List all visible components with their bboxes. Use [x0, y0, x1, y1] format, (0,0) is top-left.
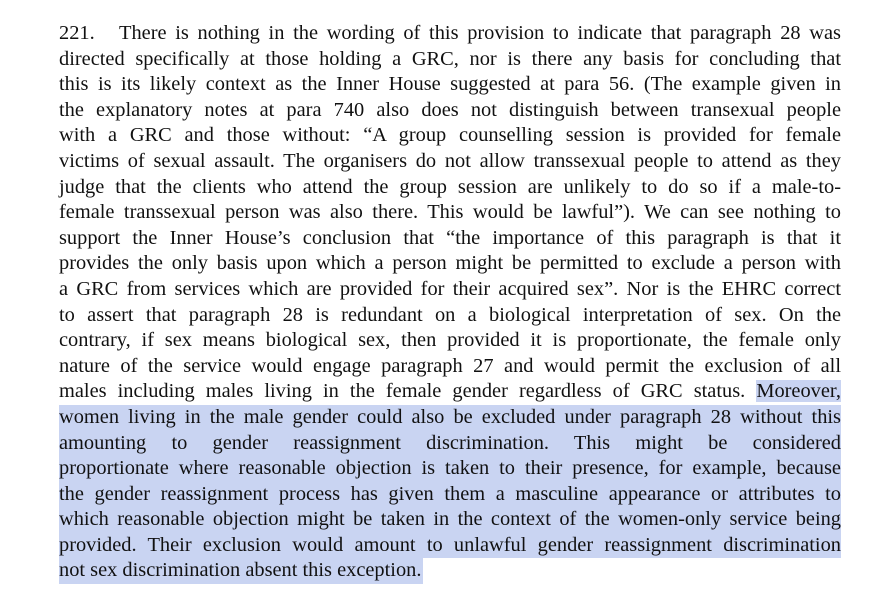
text-line: directed specifically at those holding a GRC, nor is there any basis for concluding that	[59, 47, 841, 70]
text-line-split-highlight	[59, 379, 841, 405]
paragraph-221	[59, 21, 841, 584]
text-line: provides the only basis upon which a person might be permitted to exclude a person with	[59, 252, 841, 275]
text-line: this is its likely context as the Inner House suggested at para 56. (The example given in	[59, 73, 841, 96]
highlighted-line: proportionate where reasonable objection is taken to their presence, for example, because	[59, 456, 841, 482]
text-line	[59, 21, 841, 47]
text-line: the explanatory notes at para 740 also does not distinguish between transexual people	[59, 98, 841, 121]
paragraph-number: 221.	[59, 22, 95, 44]
line-text: There is nothing in the wording of this provision to indicate that paragraph 28 was	[119, 22, 841, 44]
highlighted-line: provided. Their exclusion would amount to unlawful gender reassignment discrimination	[59, 533, 841, 559]
highlighted-line: which reasonable objection might be taken in the context of the women-only service being	[59, 507, 841, 533]
plain-text: males including males living in the female gender regardless of GRC status.	[59, 380, 757, 403]
text-line: female transsexual person was also there. This would be lawful”). We can see nothing to	[59, 201, 841, 224]
highlighted-line: women living in the male gender could also be excluded under paragraph 28 without this	[59, 405, 841, 431]
text-line: judge that the clients who attend the group session are unlikely to do so if a male-to-	[59, 175, 841, 198]
text-line: victims of sexual assault. The organisers do not allow transsexual people to attend as they	[59, 149, 841, 172]
text-line: to assert that paragraph 28 is redundant on a biological interpretation of sex. On the	[59, 303, 841, 326]
final-line-wrapper	[59, 558, 841, 584]
text-line: with a GRC and those without: “A group counselling session is provided for female	[59, 124, 841, 147]
highlighted-final-line: not sex discrimination absent this exception.	[59, 558, 423, 584]
highlighted-line: amounting to gender reassignment discrimination. This might be considered	[59, 431, 841, 457]
text-line: a GRC from services which are provided for their acquired sex”. Nor is the EHRC correct	[59, 277, 841, 300]
highlighted-line: the gender reassignment process has given them a masculine appearance or attributes to	[59, 482, 841, 508]
highlighted-text: Moreover,	[756, 380, 841, 403]
text-line: support the Inner House’s conclusion that “the importance of this paragraph is that it	[59, 226, 841, 249]
text-line: contrary, if sex means biological sex, then provided it is proportionate, the female only	[59, 329, 841, 352]
text-line: nature of the service would engage paragraph 27 and would permit the exclusion of all	[59, 354, 841, 377]
